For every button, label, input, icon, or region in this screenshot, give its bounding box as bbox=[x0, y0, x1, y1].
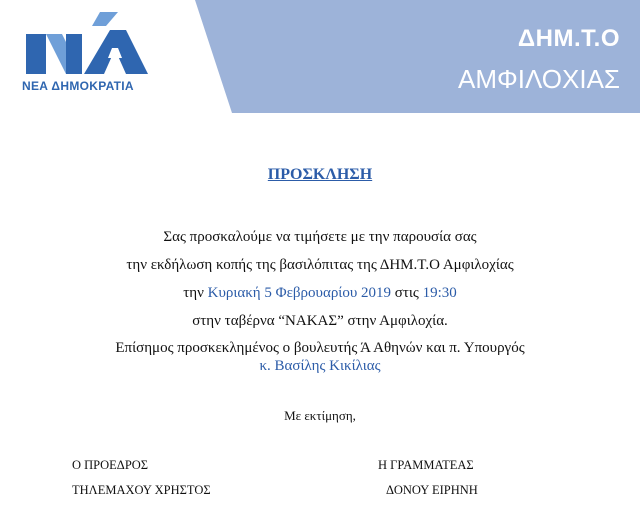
invitation-title: ΠΡΟΣΚΛΗΣΗ bbox=[267, 166, 373, 183]
body-line-3 bbox=[0, 285, 640, 302]
closing: Με εκτίμηση, bbox=[284, 408, 356, 423]
logo-text: ΝΕΑ ΔΗΜΟΚΡΑΤΙΑ bbox=[22, 79, 134, 93]
president-role: Ο ΠΡΟΕΔΡΟΣ bbox=[72, 458, 149, 472]
nd-logo-icon bbox=[22, 8, 152, 78]
president-name: ΤΗΛΕΜΑΧΟΥ ΧΡΗΣΤΟΣ bbox=[72, 483, 211, 497]
body-line-2: την εκδήλωση κοπής της βασιλόπιτας της ΔΗΜ.Τ.Ο Αμφιλοχίας bbox=[126, 257, 514, 273]
guest-name: κ. Βασίλης Κικίλιας bbox=[259, 358, 381, 374]
header-banner bbox=[0, 0, 640, 113]
event-time: 19:30 bbox=[422, 285, 457, 301]
secretary-role: Η ΓΡΑΜΜΑΤΕΑΣ bbox=[378, 458, 474, 472]
body-line-1: Σας προσκαλούμε να τιμήσετε με την παρουσία σας bbox=[163, 229, 477, 245]
body-line-4: στην ταβέρνα “ΝΑΚΑΣ” στην Αμφιλοχία. bbox=[192, 313, 448, 329]
time-prefix: στις bbox=[391, 285, 423, 301]
secretary-name: ΔΟΝΟΥ ΕΙΡΗΝΗ bbox=[386, 483, 478, 497]
event-date: Κυριακή 5 Φεβρουαρίου 2019 bbox=[207, 285, 392, 301]
org-location: ΑΜΦΙΛΟΧΙΑΣ bbox=[458, 64, 620, 94]
body-line-5: Επίσημος προσκεκλημένος ο βουλευτής Ά Αθηνών και π. Υπουργός bbox=[115, 340, 525, 356]
date-prefix: την bbox=[183, 285, 208, 301]
org-name: ΔΗΜ.Τ.Ο bbox=[517, 25, 620, 52]
